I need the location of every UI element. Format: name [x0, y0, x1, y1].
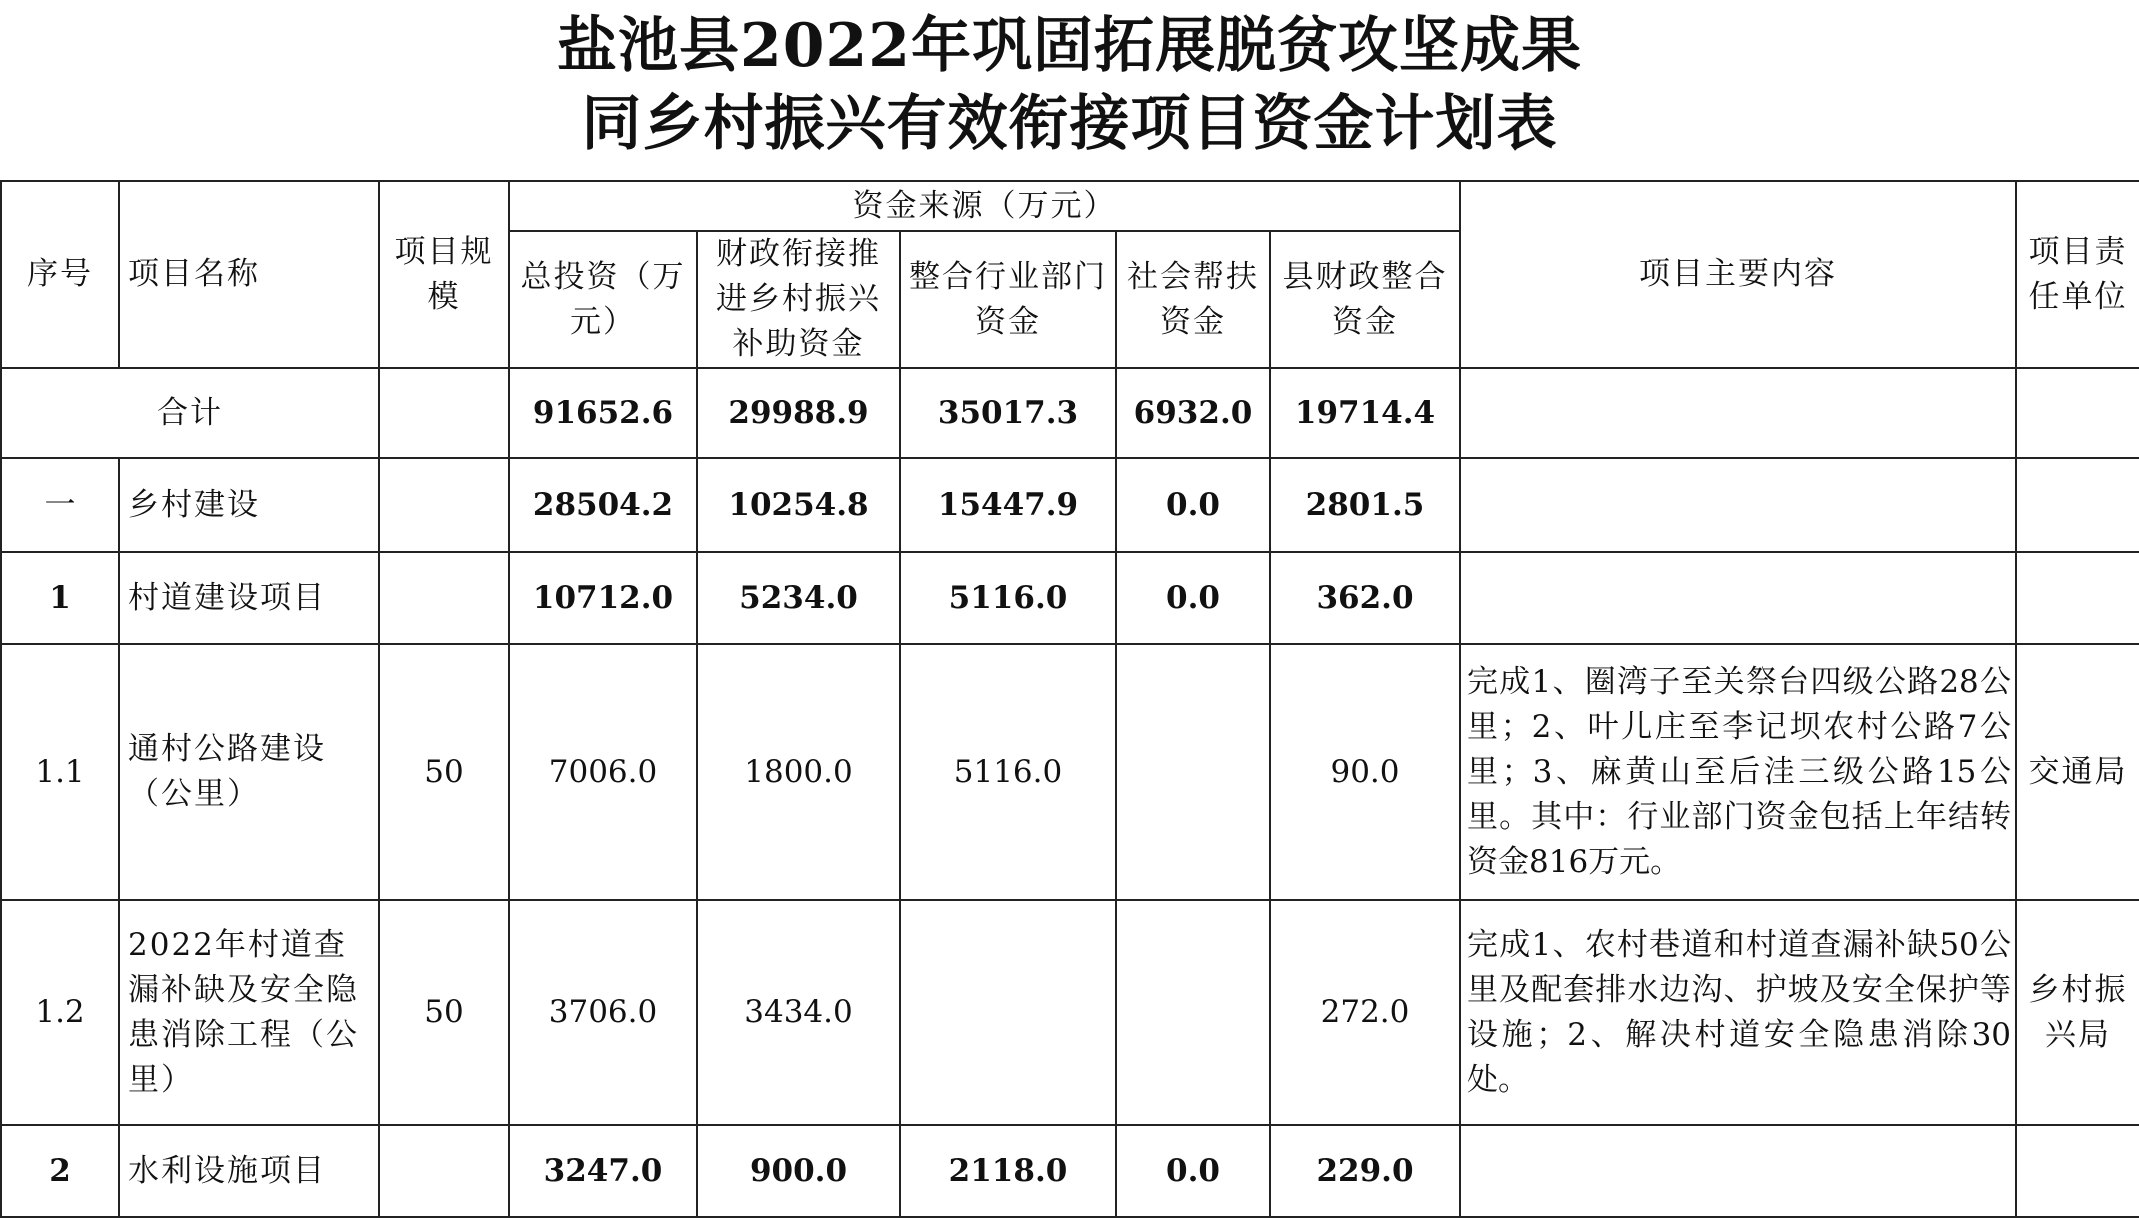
row-unit: 交通局: [2016, 644, 2139, 900]
header-scale: 项目规模: [379, 181, 509, 368]
row-total: 3247.0: [509, 1125, 697, 1217]
row-county: 2801.5: [1270, 458, 1460, 552]
row-total: 3706.0: [509, 900, 697, 1125]
header-seq: 序号: [1, 181, 119, 368]
row-unit: [2016, 1125, 2139, 1217]
fund-plan-table: [0, 180, 2139, 1218]
row-social: 0.0: [1116, 552, 1270, 644]
row-seq: 1.1: [1, 644, 119, 900]
row-seq: 1.2: [1, 900, 119, 1125]
row-unit: [2016, 458, 2139, 552]
header-row-1: [1, 181, 2139, 231]
row-total: 28504.2: [509, 458, 697, 552]
row-seq: 一: [1, 458, 119, 552]
row-industry: 15447.9: [900, 458, 1116, 552]
row-scale: [379, 1125, 509, 1217]
row-scale: 50: [379, 900, 509, 1125]
row-total: 7006.0: [509, 644, 697, 900]
table-row: [1, 458, 2139, 552]
row-name: 水利设施项目: [119, 1125, 379, 1217]
row-industry: 5116.0: [900, 644, 1116, 900]
row-industry: 35017.3: [900, 368, 1116, 458]
row-seq: 1: [1, 552, 119, 644]
row-industry: [900, 900, 1116, 1125]
header-name: 项目名称: [119, 181, 379, 368]
row-industry: 2118.0: [900, 1125, 1116, 1217]
table-row: [1, 368, 2139, 458]
row-name: 通村公路建设（公里）: [119, 644, 379, 900]
row-content: [1460, 1125, 2016, 1217]
row-total: 10712.0: [509, 552, 697, 644]
row-social: 0.0: [1116, 1125, 1270, 1217]
row-fiscal: 29988.9: [697, 368, 900, 458]
row-content: 完成1、农村巷道和村道查漏补缺50公里及配套排水边沟、护坡及安全保护等设施；2、解决村道安全隐患消除30处。: [1460, 900, 2016, 1125]
header-funding-group: 资金来源（万元）: [509, 181, 1460, 231]
row-fiscal: 3434.0: [697, 900, 900, 1125]
header-industry: 整合行业部门资金: [900, 231, 1116, 368]
row-social: 6932.0: [1116, 368, 1270, 458]
row-scale: [379, 552, 509, 644]
header-fiscal: 财政衔接推进乡村振兴补助资金: [697, 231, 900, 368]
row-content: [1460, 552, 2016, 644]
row-county: 90.0: [1270, 644, 1460, 900]
row-county: 272.0: [1270, 900, 1460, 1125]
header-social: 社会帮扶资金: [1116, 231, 1270, 368]
row-content: [1460, 368, 2016, 458]
row-scale: [379, 458, 509, 552]
row-fiscal: 5234.0: [697, 552, 900, 644]
row-county: 229.0: [1270, 1125, 1460, 1217]
row-unit: 乡村振兴局: [2016, 900, 2139, 1125]
row-social: 0.0: [1116, 458, 1270, 552]
row-scale: 50: [379, 644, 509, 900]
row-unit: [2016, 368, 2139, 458]
header-county: 县财政整合资金: [1270, 231, 1460, 368]
row-name: 村道建设项目: [119, 552, 379, 644]
header-total: 总投资（万元）: [509, 231, 697, 368]
row-county: 19714.4: [1270, 368, 1460, 458]
row-industry: 5116.0: [900, 552, 1116, 644]
row-unit: [2016, 552, 2139, 644]
row-fiscal: 900.0: [697, 1125, 900, 1217]
table-row: [1, 900, 2139, 1125]
row-content: 完成1、圈湾子至关祭台四级公路28公里；2、叶儿庄至李记坝农村公路7公里；3、麻黄山至后洼三级公路15公里。其中：行业部门资金包括上年结转资金816万元。: [1460, 644, 2016, 900]
document-title-line2: 同乡村振兴有效衔接项目资金计划表: [581, 89, 1558, 159]
row-seq: 2: [1, 1125, 119, 1217]
table-row: [1, 552, 2139, 644]
table-row: [1, 1125, 2139, 1217]
row-fiscal: 1800.0: [697, 644, 900, 900]
document-title-line1: 盐池县2022年巩固拓展脱贫攻坚成果: [557, 11, 1582, 81]
row-county: 362.0: [1270, 552, 1460, 644]
header-unit: 项目责任单位: [2016, 181, 2139, 368]
table-row: [1, 644, 2139, 900]
row-name: 2022年村道查漏补缺及安全隐患消除工程（公里）: [119, 900, 379, 1125]
row-total: 91652.6: [509, 368, 697, 458]
row-scale: [379, 368, 509, 458]
row-name: 乡村建设: [119, 458, 379, 552]
header-content: 项目主要内容: [1460, 181, 2016, 368]
row-content: [1460, 458, 2016, 552]
row-name: 合计: [1, 368, 379, 458]
row-social: [1116, 644, 1270, 900]
row-social: [1116, 900, 1270, 1125]
row-fiscal: 10254.8: [697, 458, 900, 552]
